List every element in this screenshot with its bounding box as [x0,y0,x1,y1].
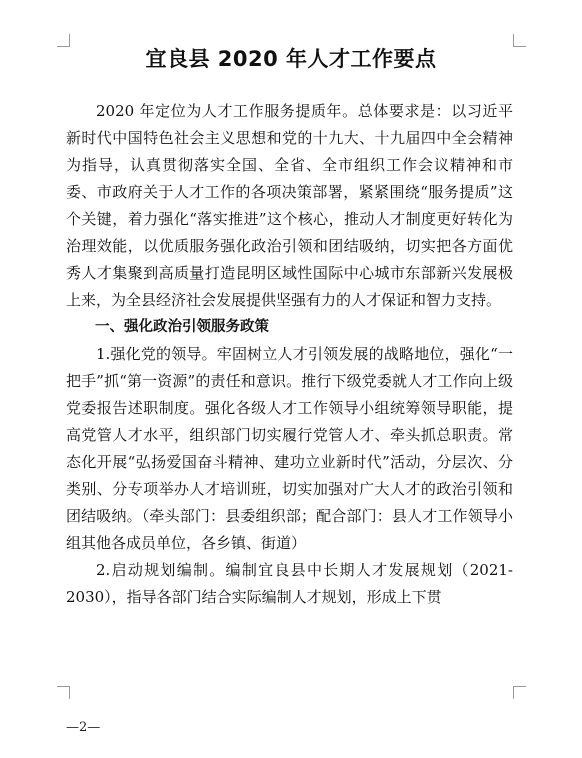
page-number: —2— [66,720,101,735]
section-heading: 一、强化政治引领服务政策 [95,319,269,335]
crop-mark-bottom-left [57,686,70,699]
crop-mark-bottom-right [513,686,526,699]
item-paragraph-2: 2.启动规划编制。编制宜良县中长期人才发展规划（2021-2030），指导各部门结合实际编制人才规划，形成上下贯 [66,561,513,606]
item-paragraph-1: 1.强化党的领导。牢固树立人才引领发展的战略地位，强化“一把手”抓“第一资源”的责任和意识。推行下级党委就人才工作向上级党委报告述职制度。强化各级人才工作领导小组统筹领导职能，提高党管人才水平，组织部门切实履行党管人才、牵头抓总职责。常态化开展“弘扬爱国奋斗精神、建功立业新时代”活动，分层次、分类别、分专项举办人才培训班，切实加强对广大人才的政治引领和团结吸纳。（牵头部门：县委组织部；配合部门：县人才工作领导小组其他各成员单位，各乡镇、街道） [66,345,513,552]
document-body [66,98,513,611]
intro-paragraph: 2020 年定位为人才工作服务提质年。总体要求是：以习近平新时代中国特色社会主义思想和党的十九大、十九届四中全会精神为指导，认真贯彻落实全国、全省、全市组织工作会议精神和市委、市政府关于人才工作的各项决策部署，紧紧围绕“服务提质”这个关键，着力强化“落实推进”这个核心，推动人才制度更好转化为治理效能，以优质服务强化政治引领和团结吸纳，切实把各方面优秀人才集聚到高质量打造昆明区域性国际中心城市东部新兴发展极上来，为全县经济社会发展提供坚强有力的人才保证和智力支持。 [66,102,513,309]
document-title: 宜良县 2020 年人才工作要点 [145,47,437,71]
